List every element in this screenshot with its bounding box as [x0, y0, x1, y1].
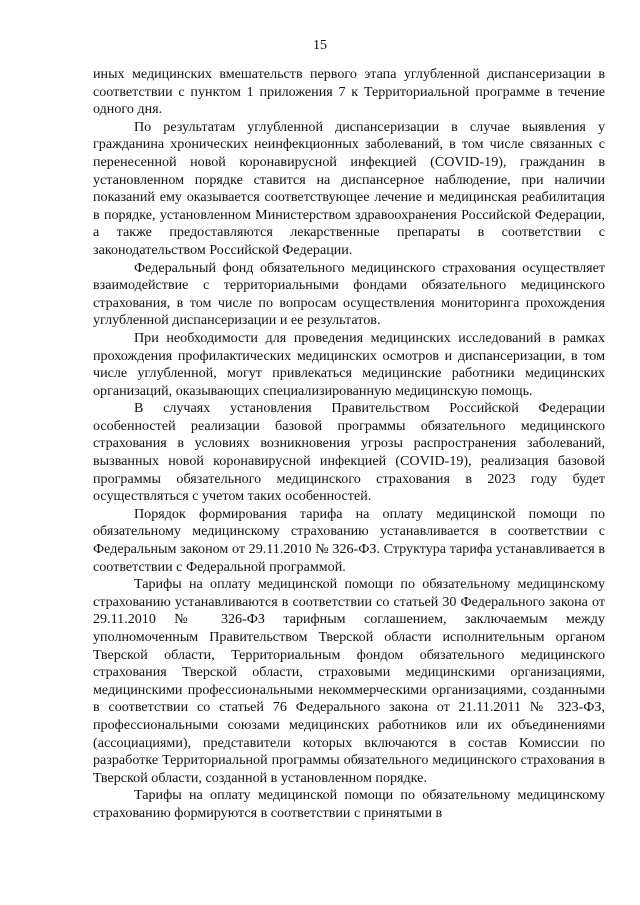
- paragraph: Тарифы на оплату медицинской помощи по обязательному медицинскому страхованию формируются в соответствии с принятыми в: [93, 787, 605, 821]
- paragraph: Федеральный фонд обязательного медицинского страхования осуществляет взаимодействие с территориальными фондами обязательного медицинского страхования, в том числе по вопросам осуществления мониторинга прохождения углубленной диспансеризации и ее результатов.: [93, 259, 605, 329]
- page-number: 15: [313, 38, 327, 53]
- paragraph: Тарифы на оплату медицинской помощи по обязательному медицинскому страхованию устанавливаются в соответствии со статьей 30 Федерального закона от 29.11.2010 № 326-ФЗ тарифным соглашением, заключаемым между уполномоченным Правительством Тверской области исполнительным органом Тверской области, Территориальным фондом обязательного медицинского страхования Тверской области, страховыми медицинскими организациями, медицинскими профессиональными некоммерческими организациями, созданными в соответствии со статьей 76 Федерального закона от 21.11.2011 № 323-ФЗ, профессиональными союзами медицинских работников или их объединениями (ассоциациями), представители которых включаются в состав Комиссии по разработке Территориальной программы обязательного медицинского страхования в Тверской области, созданной в установленном порядке.: [93, 576, 605, 786]
- paragraph: При необходимости для проведения медицинских исследований в рамках прохождения профилактических медицинских осмотров и диспансеризации, в том числе углубленной, могут привлекаться медицинские работники медицинских организаций, оказывающих специализированную медицинскую помощь.: [93, 329, 605, 399]
- paragraph: иных медицинских вмешательств первого этапа углубленной диспансеризации в соответствии с пунктом 1 приложения 7 к Территориальной программе в течение одного дня.: [93, 66, 605, 118]
- paragraph: Порядок формирования тарифа на оплату медицинской помощи по обязательному медицинскому страхованию устанавливается в соответствии с Федеральным законом от 29.11.2010 № 326-ФЗ. Структура тарифа устанавливается в соответствии с Федеральной программой.: [93, 505, 605, 575]
- document-body: [93, 66, 605, 823]
- paragraph: В случаях установления Правительством Российской Федерации особенностей реализации базовой программы обязательного медицинского страхования в условиях возникновения угрозы распространения заболеваний, вызванных новой коронавирусной инфекцией (COVID-19), реализация базовой программы обязательного медицинского страхования в 2023 году будет осуществляться с учетом таких особенностей.: [93, 400, 605, 505]
- paragraph: По результатам углубленной диспансеризации в случае выявления у гражданина хронических неинфекционных заболеваний, в том числе связанных с перенесенной новой коронавирусной инфекцией (COVID-19), гражданин в установленном порядке ставится на диспансерное наблюдение, при наличии показаний ему оказывается соответствующее лечение и медицинская реабилитация в порядке, установленном Министерством здравоохранения Российской Федерации, а также предоставляются лекарственные препараты в соответствии с законодательством Российской Федерации.: [93, 118, 605, 258]
